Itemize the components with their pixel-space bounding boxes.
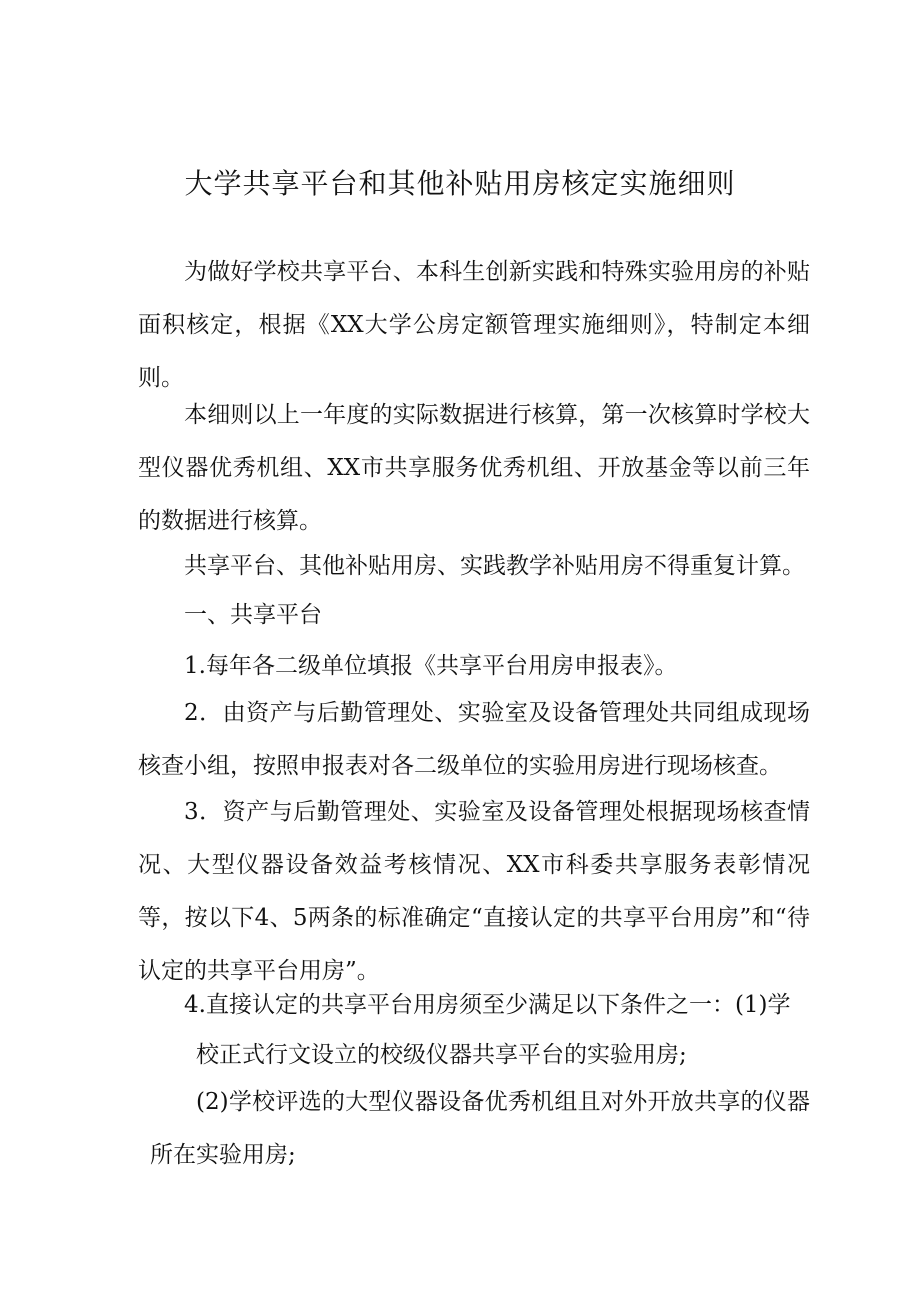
section-heading-shared-platform: 一、共享平台 [184,602,322,628]
paragraph-purpose: 为做好学校共享平台、本科生创新实践和特殊实验用房的补贴面积核定，根据《XX大学公房定额管理实施细则》，特制定本细则。 [138,259,810,391]
paragraph-item-3: 3．资产与后勤管理处、实验室及设备管理处根据现场核查情况、大型仪器设备效益考核情况、XX市科委共享服务表彰情况等，按以下4、5两条的标准确定“直接认定的共享平台用房”和“待认定的共享平台用房”。 [138,799,810,984]
paragraph-condition-2: (2)学校评选的大型仪器设备优秀机组且对外开放共享的仪器所在实验用房; [150,1089,810,1168]
paragraph-calculation-basis: 本细则以上一年度的实际数据进行核算，第一次核算时学校大型仪器优秀机组、XX市共享服务优秀机组、开放基金等以前三年的数据进行核算。 [138,402,810,534]
paragraph-item-2: 2．由资产与后勤管理处、实验室及设备管理处共同组成现场核查小组，按照申报表对各二级单位的实验用房进行现场核查。 [138,700,810,779]
document-title: 大学共享平台和其他补贴用房核定实施细则 [184,167,736,200]
paragraph-item-4-continued: 校正式行文设立的校级仪器共享平台的实验用房; [196,1042,687,1068]
paragraph-item-1: 1.每年各二级单位填报《共享平台用房申报表》。 [184,653,678,679]
paragraph-no-duplicate: 共享平台、其他补贴用房、实践教学补贴用房不得重复计算。 [184,553,805,579]
paragraph-item-4: 4.直接认定的共享平台用房须至少满足以下条件之一：(1)学 [184,992,791,1018]
